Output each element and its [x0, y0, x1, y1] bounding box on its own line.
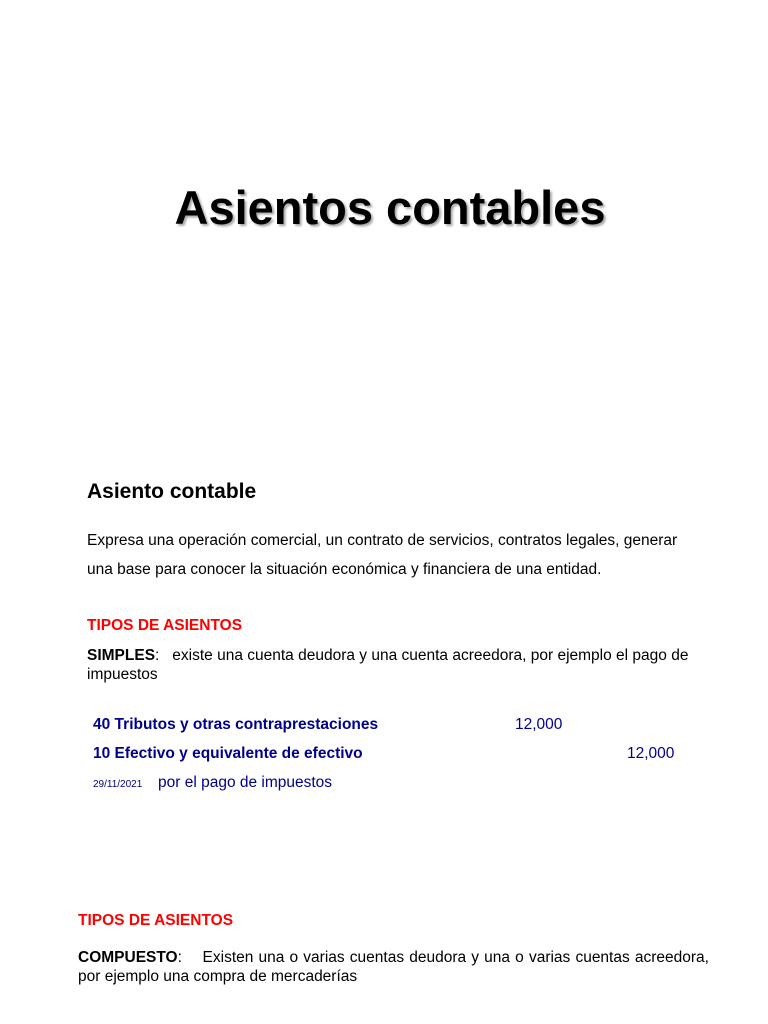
entry-date: 29/11/2021 — [93, 779, 143, 790]
compuesto-term: COMPUESTO — [78, 949, 178, 966]
intro-line-2: una base para conocer la situación económica y financiera de una entidad. — [87, 561, 602, 578]
simples-term: SIMPLES — [87, 647, 156, 664]
entry-note: por el pago de impuestos — [158, 774, 333, 791]
section-label-compuesto: TIPOS DE ASIENTOS — [78, 912, 234, 929]
intro-line-1: Expresa una operación comercial, un contrato de servicios, contratos legales, generar — [87, 532, 678, 549]
simples-colon: : — [155, 647, 160, 664]
compuesto-definition — [78, 948, 714, 986]
section-label-simples: TIPOS DE ASIENTOS — [87, 617, 243, 634]
section-heading: Asiento contable — [87, 480, 257, 503]
page-title: Asientos contables — [174, 181, 606, 234]
compuesto-colon: : — [177, 949, 182, 966]
compuesto-description: Existen una o varias cuentas deudora y una o varias cuentas acreedora, por ejemplo una compra de mercaderías — [78, 949, 714, 985]
intro-paragraph — [87, 526, 707, 584]
simples-definition — [87, 646, 719, 684]
entry-credit-amount: 12,000 — [627, 745, 675, 762]
entry-credit-account: 10 Efectivo y equivalente de efectivo — [93, 745, 363, 762]
entry-debit-amount: 12,000 — [515, 716, 563, 733]
simples-description: existe una cuenta deudora y una cuenta acreedora, por ejemplo el pago de impuestos — [87, 647, 693, 683]
entry-debit-account: 40 Tributos y otras contraprestaciones — [93, 716, 379, 733]
